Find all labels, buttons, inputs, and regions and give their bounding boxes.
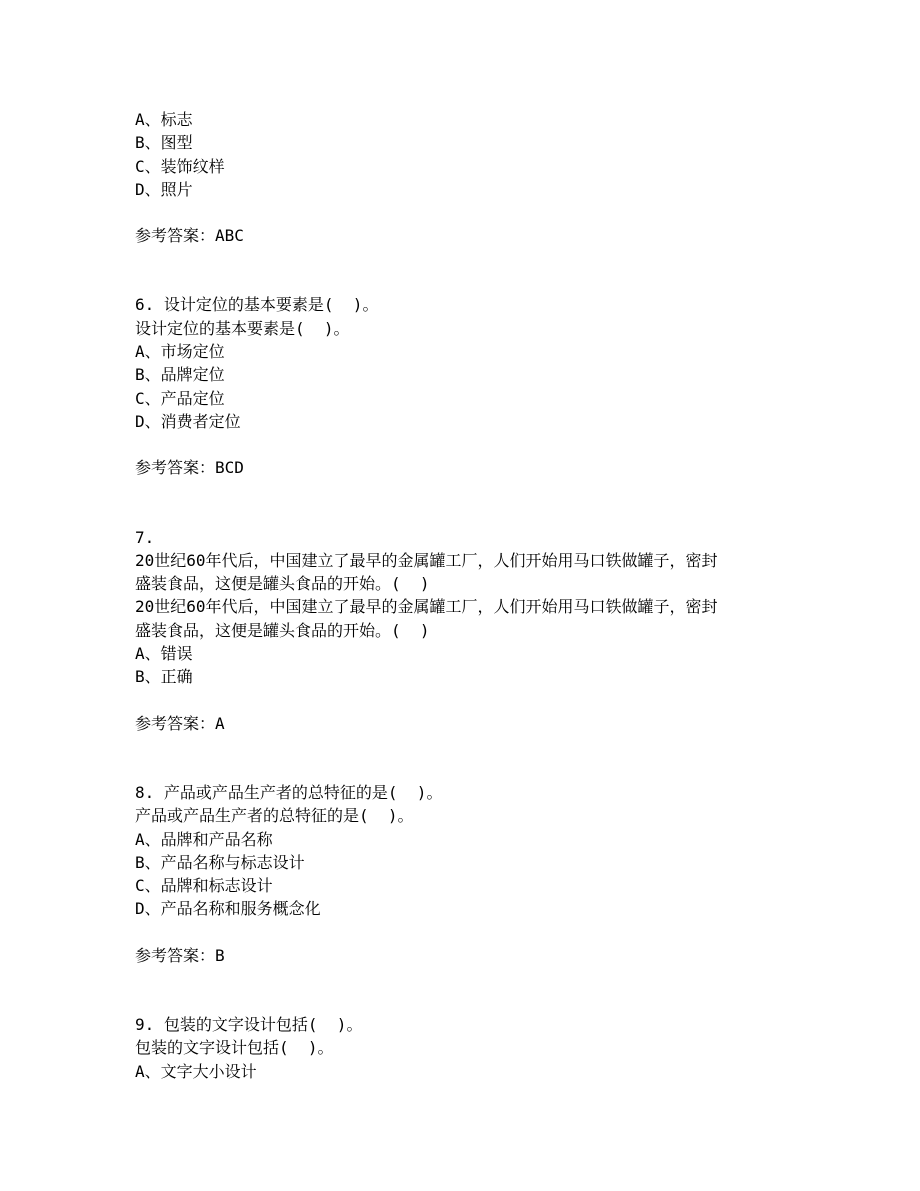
question-number: 6. — [135, 295, 155, 315]
question-title-line-2: 盛装食品，这便是罐头食品的开始。( ) — [135, 574, 430, 594]
option-a: A、品牌和产品名称 — [135, 829, 273, 849]
question-number: 9. — [135, 1015, 155, 1035]
option-b: B、图型 — [135, 133, 193, 153]
question-title — [135, 781, 795, 804]
question-stem-line-1: 20世纪60年代后，中国建立了最早的金属罐工厂，人们开始用马口铁做罐子，密封 — [135, 597, 718, 617]
option-b: B、产品名称与标志设计 — [135, 852, 305, 872]
question-block-7 — [135, 526, 795, 735]
question-stem: 包装的文字设计包括( )。 — [135, 1038, 334, 1058]
document-page — [135, 108, 795, 1083]
option-b: B、品牌定位 — [135, 365, 225, 385]
option-a: A、市场定位 — [135, 342, 225, 362]
answer-text: 参考答案：BCD — [135, 458, 244, 478]
answer-text: 参考答案：A — [135, 713, 225, 733]
question-title-text: 包装的文字设计包括( )。 — [163, 1015, 363, 1035]
question-stem: 产品或产品生产者的总特征的是( )。 — [135, 806, 414, 826]
question-title — [135, 1013, 795, 1036]
option-d: D、照片 — [135, 179, 193, 199]
option-d: D、产品名称和服务概念化 — [135, 899, 321, 919]
option-c: C、品牌和标志设计 — [135, 876, 273, 896]
question-title — [135, 293, 795, 316]
option-a: A、标志 — [135, 110, 193, 129]
question-block-5 — [135, 108, 795, 247]
question-block-8 — [135, 781, 795, 967]
option-a: A、文字大小设计 — [135, 1061, 257, 1081]
question-title-line-1: 20世纪60年代后，中国建立了最早的金属罐工厂，人们开始用马口铁做罐子，密封 — [135, 550, 718, 570]
question-number: 7. — [135, 527, 155, 547]
question-stem: 设计定位的基本要素是( )。 — [135, 318, 350, 338]
option-c: C、产品定位 — [135, 388, 225, 408]
answer-text: 参考答案：B — [135, 945, 225, 965]
question-title-text: 设计定位的基本要素是( )。 — [163, 295, 379, 315]
answer-text: 参考答案：ABC — [135, 226, 244, 246]
option-a: A、错误 — [135, 644, 193, 664]
question-stem-line-2: 盛装食品，这便是罐头食品的开始。( ) — [135, 620, 430, 640]
question-number: 8. — [135, 782, 155, 802]
question-block-6 — [135, 293, 795, 479]
option-c: C、装饰纹样 — [135, 156, 225, 176]
option-b: B、正确 — [135, 667, 193, 687]
question-block-9 — [135, 1013, 795, 1083]
option-d: D、消费者定位 — [135, 411, 241, 431]
question-title-text: 产品或产品生产者的总特征的是( )。 — [163, 782, 443, 802]
